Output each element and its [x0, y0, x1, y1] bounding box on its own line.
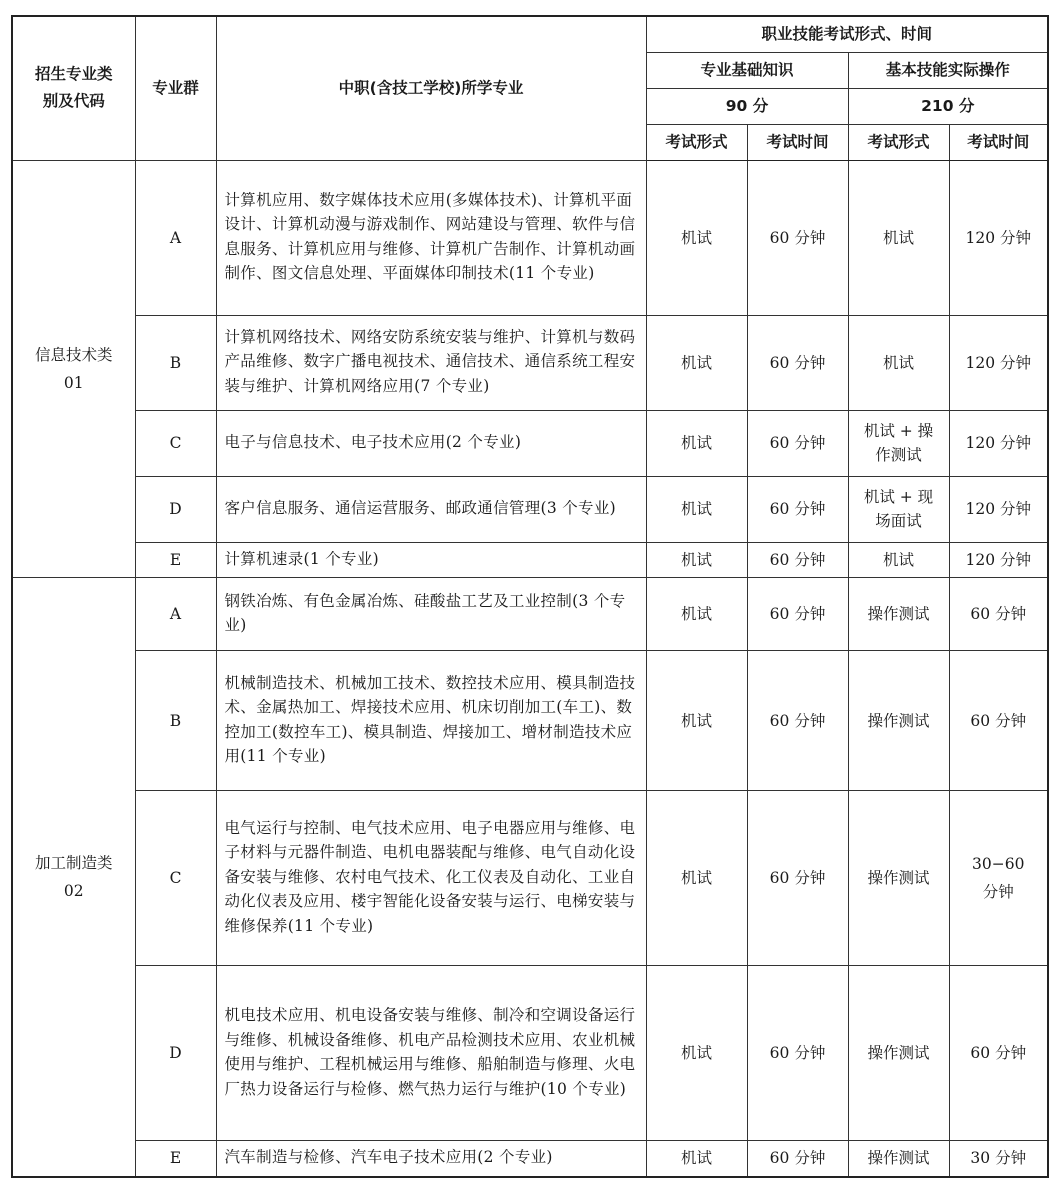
form2-cell: 操作测试 — [848, 651, 949, 791]
form2-cell: 操作测试 — [848, 578, 949, 651]
form2-cell: 操作测试 — [848, 791, 949, 966]
category-code: 01 — [63, 373, 84, 392]
time1-cell: 60 分钟 — [747, 160, 848, 315]
category-cell — [12, 578, 135, 1177]
header-part1-name: 专业基础知识 — [646, 52, 848, 88]
time1-cell: 60 分钟 — [747, 1141, 848, 1177]
majors-cell: 电子与信息技术、电子技术应用(2 个专业) — [216, 410, 646, 476]
time2-cell: 120 分钟 — [949, 410, 1048, 476]
header-form2: 考试形式 — [848, 124, 949, 160]
form1-cell: 机试 — [646, 476, 747, 542]
header-part2-score: 210 分 — [848, 88, 1048, 124]
form2-cell: 机试 — [848, 315, 949, 410]
time1-cell: 60 分钟 — [747, 578, 848, 651]
category-name: 加工制造类 — [34, 853, 113, 872]
group-cell: B — [135, 315, 216, 410]
time1-cell: 60 分钟 — [747, 791, 848, 966]
time1-cell: 60 分钟 — [747, 315, 848, 410]
majors-cell: 计算机速录(1 个专业) — [216, 542, 646, 578]
form2-cell: 操作测试 — [848, 966, 949, 1141]
form2-cell: 操作测试 — [848, 1141, 949, 1177]
category-cell — [12, 160, 135, 578]
form1-cell: 机试 — [646, 542, 747, 578]
header-time2: 考试时间 — [949, 124, 1048, 160]
time2-cell: 30−60 分钟 — [949, 791, 1048, 966]
majors-cell: 钢铁冶炼、有色金属冶炼、硅酸盐工艺及工业控制(3 个专业) — [216, 578, 646, 651]
header-time1: 考试时间 — [747, 124, 848, 160]
form2-cell: 机试 — [848, 542, 949, 578]
category-name: 信息技术类 — [34, 345, 113, 364]
form1-cell: 机试 — [646, 160, 747, 315]
header-part2-name: 基本技能实际操作 — [848, 52, 1048, 88]
time1-cell: 60 分钟 — [747, 410, 848, 476]
header-majors: 中职(含技工学校)所学专业 — [216, 16, 646, 160]
time2-cell: 60 分钟 — [949, 651, 1048, 791]
group-cell: C — [135, 791, 216, 966]
time1-cell: 60 分钟 — [747, 651, 848, 791]
group-cell: B — [135, 651, 216, 791]
group-cell: E — [135, 542, 216, 578]
form2-cell: 机试 + 操作测试 — [848, 410, 949, 476]
header-group: 专业群 — [135, 16, 216, 160]
group-cell: E — [135, 1141, 216, 1177]
form1-cell: 机试 — [646, 791, 747, 966]
time2-cell: 120 分钟 — [949, 315, 1048, 410]
group-cell: A — [135, 578, 216, 651]
form2-cell: 机试 + 现场面试 — [848, 476, 949, 542]
header-part1-score: 90 分 — [646, 88, 848, 124]
time2-cell: 60 分钟 — [949, 578, 1048, 651]
group-cell: D — [135, 476, 216, 542]
category-code: 02 — [63, 881, 84, 900]
group-cell: A — [135, 160, 216, 315]
table-header — [12, 16, 1048, 160]
header-category: 招生专业类别及代码 — [12, 16, 135, 160]
majors-cell: 计算机网络技术、网络安防系统安装与维护、计算机与数码产品维修、数字广播电视技术、通信技术、通信系统工程安装与维护、计算机网络应用(7 个专业) — [216, 315, 646, 410]
form1-cell: 机试 — [646, 1141, 747, 1177]
majors-cell: 汽车制造与检修、汽车电子技术应用(2 个专业) — [216, 1141, 646, 1177]
majors-cell: 客户信息服务、通信运营服务、邮政通信管理(3 个专业) — [216, 476, 646, 542]
header-exam-section: 职业技能考试形式、时间 — [646, 16, 1048, 52]
table-body — [12, 160, 1048, 1177]
form1-cell: 机试 — [646, 578, 747, 651]
time2-cell: 60 分钟 — [949, 966, 1048, 1141]
time1-cell: 60 分钟 — [747, 476, 848, 542]
form1-cell: 机试 — [646, 410, 747, 476]
time2-cell: 120 分钟 — [949, 476, 1048, 542]
group-cell: C — [135, 410, 216, 476]
majors-cell: 机械制造技术、机械加工技术、数控技术应用、模具制造技术、金属热加工、焊接技术应用、机床切削加工(车工)、数控加工(数控车工)、模具制造、焊接加工、增材制造技术应用(11 个专业) — [216, 651, 646, 791]
form1-cell: 机试 — [646, 966, 747, 1141]
majors-cell: 计算机应用、数字媒体技术应用(多媒体技术)、计算机平面设计、计算机动漫与游戏制作、网站建设与管理、软件与信息服务、计算机应用与维修、计算机广告制作、计算机动画制作、图文信息处理、平面媒体印制技术(11 个专业) — [216, 160, 646, 315]
header-form1: 考试形式 — [646, 124, 747, 160]
time1-cell: 60 分钟 — [747, 966, 848, 1141]
majors-cell: 电气运行与控制、电气技术应用、电子电器应用与维修、电子材料与元器件制造、电机电器装配与维修、电气自动化设备安装与维修、农村电气技术、化工仪表及自动化、工业自动化仪表及应用、楼宇智能化设备安装与运行、电梯安装与维修保养(11 个专业) — [216, 791, 646, 966]
form1-cell: 机试 — [646, 315, 747, 410]
time2-cell: 30 分钟 — [949, 1141, 1048, 1177]
form1-cell: 机试 — [646, 651, 747, 791]
exam-schedule-table — [11, 15, 1049, 1178]
group-cell: D — [135, 966, 216, 1141]
form2-cell: 机试 — [848, 160, 949, 315]
time2-cell: 120 分钟 — [949, 160, 1048, 315]
time1-cell: 60 分钟 — [747, 542, 848, 578]
majors-cell: 机电技术应用、机电设备安装与维修、制冷和空调设备运行与维修、机械设备维修、机电产品检测技术应用、农业机械使用与维护、工程机械运用与维修、船舶制造与修理、火电厂热力设备运行与检修、燃气热力运行与维护(10 个专业) — [216, 966, 646, 1141]
time2-cell: 120 分钟 — [949, 542, 1048, 578]
